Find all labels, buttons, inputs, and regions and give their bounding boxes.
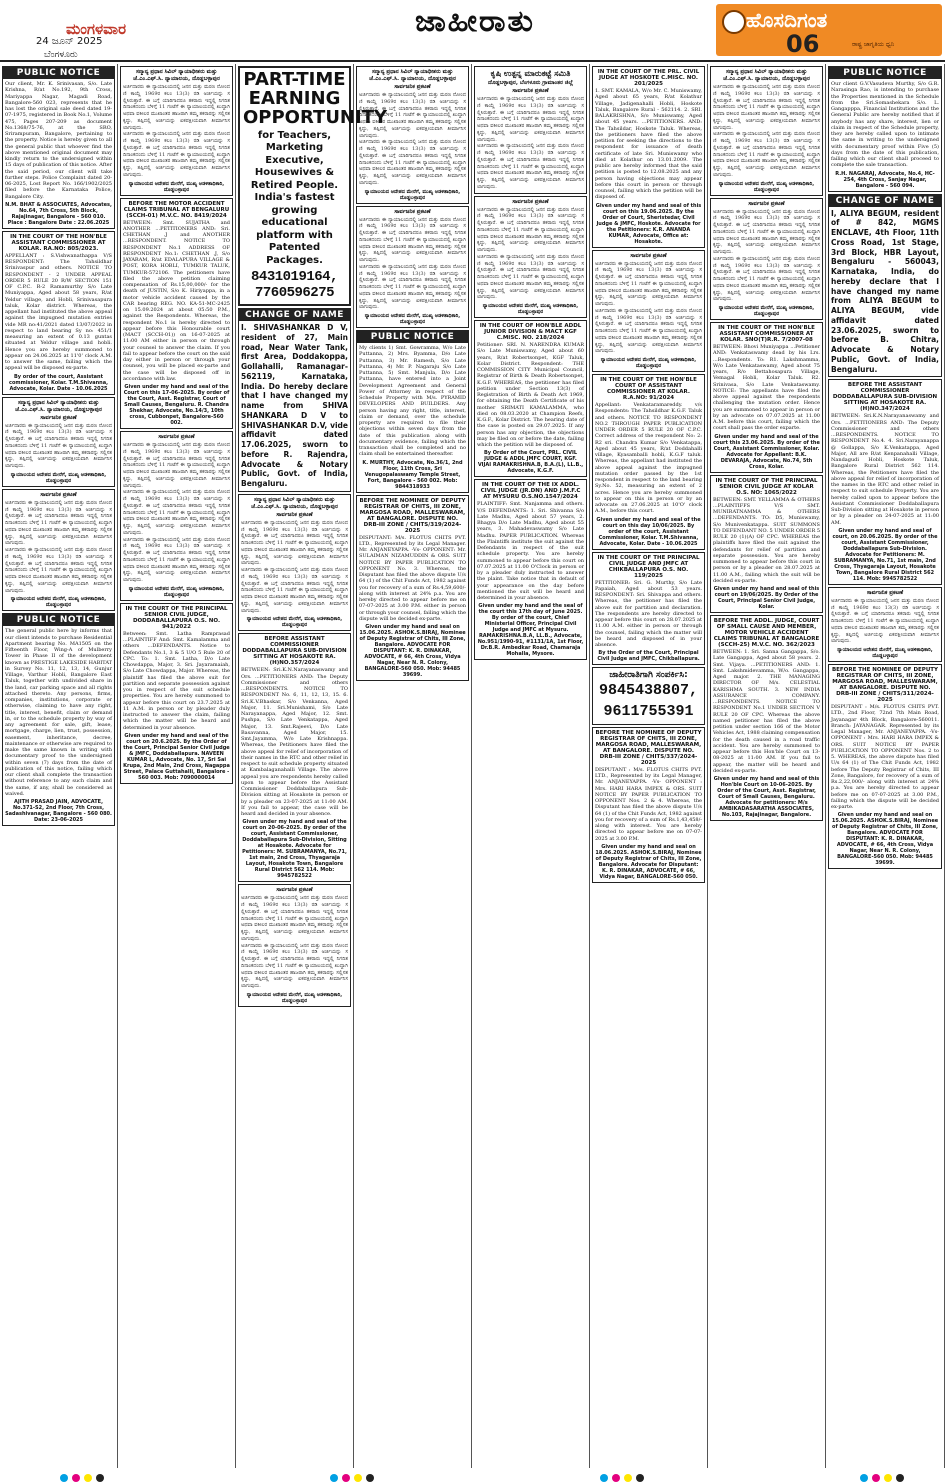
change-of-name-1: CHANGE OF NAME I. SHIVASHANKAR D V, resident of 27, Main road, Near Water Tank, first Area, Doddakoppa, Gollahalli, Ramanagar-562119, Karnataka, India. Do hereby declare that I have changed my name from SHIVA SHANKARA D V to SHIVASHANKAR D.V, vide affidavit dated 17.06.2025, sworn to before R. Rajendra, Advocate & Notary Public, Govt. of India, Bengaluru. — [238, 308, 351, 492]
weekday: ಮಂಗಳವಾರ — [66, 20, 127, 38]
notice-kannada-12: ಸಾರ್ವಜನಿಕ ಪ್ರಕಟಣೆ ಅರ್ಜಿದಾರರು ಈ ನ್ಯಾಯಾಲಯದಲ್ಲಿ ಜನನ ಮತ್ತು ಮರಣ ನೋಂದಣಿ ಕಾಯ್ದೆ 1969ರ ಕಲಂ 13(3) ರಡಿ ಅರ್ಜಿಯನ್ನು ಸಲ್ಲಿಸಿರುತ್ತಾರೆ. ಈ ಬಗ್ಗೆ ಯಾರಿಗಾದರೂ ತಕರಾರು ಇದ್ದಲ್ಲಿ ನಿಗದಿತ ದಿನಾಂಕದಂದು ಬೆಳಿಗ್ಗೆ 11 ಗಂಟೆಗೆ ಈ ನ್ಯಾಯಾಲಯದಲ್ಲಿ ಖುದ್ದಾಗಿ ಅಥವಾ ವಕೀಲರ ಮುಖಾಂತರ ಹಾಜರಾಗಿ ತಮ್ಮ ತಕರಾರನ್ನು ಸಲ್ಲಿಸತಕ್ಕದ್ದು, ತಪ್ಪಿದಲ್ಲಿ ಅರ್ಜಿಯನ್ನು ಏಕಪಕ್ಷೀಯವಾಗಿ ತೀರ್ಮಾನಿಸಲಾಗುವುದು. ಅರ್ಜಿದಾರರು ಈ ನ್ಯಾಯಾಲಯದಲ್ಲಿ ಜನನ ಮತ್ತು ಮರಣ ನೋಂದಣಿ ಕಾಯ್ದೆ 1969ರ ಕಲಂ 13(3) ರಡಿ ಅರ್ಜಿಯನ್ನು ಸಲ್ಲಿಸಿರುತ್ತಾರೆ. ಈ ಬಗ್ಗೆ ಯಾರಿಗಾದರೂ ತಕರಾರು ಇದ್ದಲ್ಲಿ ನಿಗದಿತ ದಿನಾಂಕದಂದು ಬೆಳಿಗ್ಗೆ 11 ಗಂಟೆಗೆ ಈ ನ್ಯಾಯಾಲಯದಲ್ಲಿ ಖುದ್ದಾಗಿ ಅಥವಾ ವಕೀಲರ ಮುಖಾಂತರ ಹಾಜರಾಗಿ ತಮ್ಮ ತಕರಾರನ್ನು ಸಲ್ಲಿಸತಕ್ಕದ್ದು, ತಪ್ಪಿದಲ್ಲಿ ಅರ್ಜಿಯನ್ನು ಏಕಪಕ್ಷೀಯವಾಗಿ ತೀರ್ಮಾನಿಸಲಾಗುವುದು. ನ್ಯಾಯಾಲಯದ ಆದೇಶದ ಮೇರೆಗೆ, ಮುಖ್ಯ ಆಡಳಿತಾಧಿಕಾರಿ, ದೊಡ್ಡಬಳ್ಳಾಪುರ — [710, 198, 823, 321]
notice-kannada-7: ಸನ್ಮಾನ್ಯ ಪ್ರಧಾನ ಸಿವಿಲ್ ನ್ಯಾಯಾಧೀಶರು ಮತ್ತು ಜೆ.ಎಂ.ಎಫ್.ಸಿ. ನ್ಯಾಯಾಲಯ, ದೊಡ್ಡಬಳ್ಳಾಪುರ ಸಾರ್ವಜನಿಕ ಪ್ರಕಟಣೆ ಅರ್ಜಿದಾರರು ಈ ನ್ಯಾಯಾಲಯದಲ್ಲಿ ಜನನ ಮತ್ತು ಮರಣ ನೋಂದಣಿ ಕಾಯ್ದೆ 1969ರ ಕಲಂ 13(3) ರಡಿ ಅರ್ಜಿಯನ್ನು ಸಲ್ಲಿಸಿರುತ್ತಾರೆ. ಈ ಬಗ್ಗೆ ಯಾರಿಗಾದರೂ ತಕರಾರು ಇದ್ದಲ್ಲಿ ನಿಗದಿತ ದಿನಾಂಕದಂದು ಬೆಳಿಗ್ಗೆ 11 ಗಂಟೆಗೆ ಈ ನ್ಯಾಯಾಲಯದಲ್ಲಿ ಖುದ್ದಾಗಿ ಅಥವಾ ವಕೀಲರ ಮುಖಾಂತರ ಹಾಜರಾಗಿ ತಮ್ಮ ತಕರಾರನ್ನು ಸಲ್ಲಿಸತಕ್ಕದ್ದು, ತಪ್ಪಿದಲ್ಲಿ ಅರ್ಜಿಯನ್ನು ಏಕಪಕ್ಷೀಯವಾಗಿ ತೀರ್ಮಾನಿಸಲಾಗುವುದು. ಅರ್ಜಿದಾರರು ಈ ನ್ಯಾಯಾಲಯದಲ್ಲಿ ಜನನ ಮತ್ತು ಮರಣ ನೋಂದಣಿ ಕಾಯ್ದೆ 1969ರ ಕಲಂ 13(3) ರಡಿ ಅರ್ಜಿಯನ್ನು ಸಲ್ಲಿಸಿರುತ್ತಾರೆ. ಈ ಬಗ್ಗೆ ಯಾರಿಗಾದರೂ ತಕರಾರು ಇದ್ದಲ್ಲಿ ನಿಗದಿತ ದಿನಾಂಕದಂದು ಬೆಳಿಗ್ಗೆ 11 ಗಂಟೆಗೆ ಈ ನ್ಯಾಯಾಲಯದಲ್ಲಿ ಖುದ್ದಾಗಿ ಅಥವಾ ವಕೀಲರ ಮುಖಾಂತರ ಹಾಜರಾಗಿ ತಮ್ಮ ತಕರಾರನ್ನು ಸಲ್ಲಿಸತಕ್ಕದ್ದು, ತಪ್ಪಿದಲ್ಲಿ ಅರ್ಜಿಯನ್ನು ಏಕಪಕ್ಷೀಯವಾಗಿ ತೀರ್ಮಾನಿಸಲಾಗುವುದು. ನ್ಯಾಯಾಲಯದ ಆದೇಶದ ಮೇರೆಗೆ, ಮುಖ್ಯ ಆಡಳಿತಾಧಿಕಾರಿ, ದೊಡ್ಡಬಳ್ಳಾಪುರ — [356, 66, 469, 204]
notice-kannada-1: ಸನ್ಮಾನ್ಯ ಪ್ರಧಾನ ಸಿವಿಲ್ ನ್ಯಾಯಾಧೀಶರು ಮತ್ತು ಜೆ.ಎಂ.ಎಫ್.ಸಿ. ನ್ಯಾಯಾಲಯ, ದೊಡ್ಡಬಳ್ಳಾಪುರ ಸಾರ್ವಜನಿಕ ಪ್ರಕಟಣೆ ಅರ್ಜಿದಾರರು ಈ ನ್ಯಾಯಾಲಯದಲ್ಲಿ ಜನನ ಮತ್ತು ಮರಣ ನೋಂದಣಿ ಕಾಯ್ದೆ 1969ರ ಕಲಂ 13(3) ರಡಿ ಅರ್ಜಿಯನ್ನು ಸಲ್ಲಿಸಿರುತ್ತಾರೆ. ಈ ಬಗ್ಗೆ ಯಾರಿಗಾದರೂ ತಕರಾರು ಇದ್ದಲ್ಲಿ ನಿಗದಿತ ದಿನಾಂಕದಂದು ಬೆಳಿಗ್ಗೆ 11 ಗಂಟೆಗೆ ಈ ನ್ಯಾಯಾಲಯದಲ್ಲಿ ಖುದ್ದಾಗಿ ಅಥವಾ ವಕೀಲರ ಮುಖಾಂತರ ಹಾಜರಾಗಿ ತಮ್ಮ ತಕರಾರನ್ನು ಸಲ್ಲಿಸತಕ್ಕದ್ದು, ತಪ್ಪಿದಲ್ಲಿ ಅರ್ಜಿಯನ್ನು ಏಕಪಕ್ಷೀಯವಾಗಿ ತೀರ್ಮಾನಿಸಲಾಗುವುದು. ನ್ಯಾಯಾಲಯದ ಆದೇಶದ ಮೇರೆಗೆ, ಮುಖ್ಯ ಆಡಳಿತಾಧಿಕಾರಿ, ದೊಡ್ಡಬಳ್ಳಾಪುರ — [2, 397, 115, 487]
black-dot — [366, 1474, 374, 1482]
masthead — [716, 4, 942, 56]
notice-kolar-civil: IN THE COURT OF THE PRINCIPAL SENIOR CIVIL JUDGE AT KOLAR O.S. NO: 1065/2022 BETWEEN: SMT. YELLAMMA & OTHERS ...PLAINTIFFS V/S SMT. MUNIRATNAMMA & OTHERS ...DEFENDANTS. TO: D5, Muniswamy, S/o Munivenkatappa. SUIT SUMMONS TO DEFENDANT NO. 5 UNDER ORDER 5 RULE 20 (1)(A) OF CPC. WHEREAS the plaintiffs have filed the suit against the defendants for relief of partition and separate possession. You are hereby summoned to appear before this court in person or by a pleader on 28.07.2025 at 11.00 A.M., failing which the suit will be decided ex-parte. Given under my hand and seal of this court on 19/06/2025. By Order of the Court, Principal Senior Civil Judge, Kolar. — [710, 475, 823, 614]
notice-chits-3: BEFORE THE NOMINEE OF DEPUTY REGISTRAR OF CHITS, III ZONE, MARGOSA ROAD, MALLESWARAM, AT BANGALORE. DISPUTE NO. DRB-III ZONE / CHITS/311/2024-2025 DISPUTANT : M/s. FLOTUS CHITS PVT. LTD., 2nd Floor, 72nd 7th Main Road, Jayanagar 4th Block, Bangalore-560011. Branch: JAYANAGAR. Represented by its Legal Manager, Mr. ANJANEYAPPA. -Vs- OPPONENT : Mrs. HARI HARA IMPEX & ORS. SUIT NOTICE BY PAPER PUBLICATION TO OPPONENT Nos. 2 to 5. WHEREAS, the above dispute has filed U/s 64 (1) of The Chit Funds Act, 1982 before The Deputy Registrar of Chits, III Zone, Bangalore, for recovery of a sum of Rs.2,22,000/- along with interest at 24% p.a. You are hereby directed to appear before me on 07-07-2025 at 3.00 P.M., failing which the dispute will be decided ex-parte. Given under my hand and seal on 15.06.2025. ASHOK.S.BIRAJ, Nominee of Deputy Registrar of Chits, III Zone, Bangalore. ADVOCATE FOR DISPUTANT: K. R. DINAKAR, ADVOCATE, # 66, 4th Cross, Vidya Nagar, Near N. R. Colony, BANGALORE-560 050. Mob: 94485 39699. — [828, 664, 942, 869]
notice-kolar-ac-2: IN THE COURT OF THE HON'BLE COURT OF ASSISTANT COMMISSIONER AT KOLAR. R.A.NO: 91/2024 Appellant: Venkataramareddy. v/s Respondents: The Tahsildhar K.G.F. Taluk and others. NOTICE TO RESPONDENT NO.2 THROUGH PAPER PUBLICATION UNDER ORDER 5 RULE 20 OF C.P.C. Correct address of the respondent No: 2: R2 sri. Chandra Kumar S/o Venkatappa, Aged about 45 years, R/at Doddahalli village, Kyasamballi hobli, K.G.F taluk. Whereas, the appellant had instituted the above appeal against the impugned mutation order passed by the 1st respondent in respect to the land bearing Sy.No. 52, measuring an extent of 2 acres. Hence you are hereby summoned to appear on this in person or by an advocate on 27.06.2025 at 10'O' clock A.M., before this court. Given under my hand and seal of the court on this day 10/06/2025. By order of the court, Assistant Commissioner, Kolar. T.M.Shivanna, Advocate, Kolar. Date - 10.06.2025 — [592, 374, 705, 550]
column-3 — [236, 64, 388, 1468]
notice-sdm-hosakote-2: BEFORE THE ASSISTANT COMMISSIONER DODDABALLAPURA SUB-DIVISION SITTING AT HOSAKOTE RA.(H)NO.347/2024 BETWEEN: Sri.K.N.Narayanaswamy and Ors. ...PETITIONERS AND: The Deputy Commissioner and others ...RESPONDENTS. NOTICE TO RESPONDENT No.4. 4. Sri.Narayanappa @ Gollappa, S/o K.Venkatappa, Aged Major, All are R/at Kenpanahalli Village, Nandagudi Hobli, Hoskote Taluk, Bangalore Rural District 562 114. Whereas, the Petitioners have filed the above appeal for relief of incorporation of the names in the RTC and other relief in respect to suit schedule Property. You are hereby called upon to appear before the Assistant Commissioner Doddaballapura Sub-Division sitting at Hosakote in person or by a pleader on 24-07-2025 at 11:00 AM. Given under my hand and seal of court, on 20.06.2025. By order of the court, Assistant Commissioner, Doddaballapura Sub-Division. Advocate for Petitioners: M. SUBRAMANYA, No.71, 1st main, 2nd Cross, Thyagaraja Layout, Hosakote Town, Bangalore Rural District 562 114. Mob: 9945782522 — [828, 379, 942, 585]
cyan-dot — [860, 1474, 868, 1482]
issue-date: 24 ಜೂನ್ 2025 — [36, 36, 103, 47]
cyan-dot — [330, 1474, 338, 1482]
notice-kannada-2: ಸಾರ್ವಜನಿಕ ಪ್ರಕಟಣೆ ಅರ್ಜಿದಾರರು ಈ ನ್ಯಾಯಾಲಯದಲ್ಲಿ ಜನನ ಮತ್ತು ಮರಣ ನೋಂದಣಿ ಕಾಯ್ದೆ 1969ರ ಕಲಂ 13(3) ರಡಿ ಅರ್ಜಿಯನ್ನು ಸಲ್ಲಿಸಿರುತ್ತಾರೆ. ಈ ಬಗ್ಗೆ ಯಾರಿಗಾದರೂ ತಕರಾರು ಇದ್ದಲ್ಲಿ ನಿಗದಿತ ದಿನಾಂಕದಂದು ಬೆಳಿಗ್ಗೆ 11 ಗಂಟೆಗೆ ಈ ನ್ಯಾಯಾಲಯದಲ್ಲಿ ಖುದ್ದಾಗಿ ಅಥವಾ ವಕೀಲರ ಮುಖಾಂತರ ಹಾಜರಾಗಿ ತಮ್ಮ ತಕರಾರನ್ನು ಸಲ್ಲಿಸತಕ್ಕದ್ದು, ತಪ್ಪಿದಲ್ಲಿ ಅರ್ಜಿಯನ್ನು ಏಕಪಕ್ಷೀಯವಾಗಿ ತೀರ್ಮಾನಿಸಲಾಗುವುದು. ಅರ್ಜಿದಾರರು ಈ ನ್ಯಾಯಾಲಯದಲ್ಲಿ ಜನನ ಮತ್ತು ಮರಣ ನೋಂದಣಿ ಕಾಯ್ದೆ 1969ರ ಕಲಂ 13(3) ರಡಿ ಅರ್ಜಿಯನ್ನು ಸಲ್ಲಿಸಿರುತ್ತಾರೆ. ಈ ಬಗ್ಗೆ ಯಾರಿಗಾದರೂ ತಕರಾರು ಇದ್ದಲ್ಲಿ ನಿಗದಿತ ದಿನಾಂಕದಂದು ಬೆಳಿಗ್ಗೆ 11 ಗಂಟೆಗೆ ಈ ನ್ಯಾಯಾಲಯದಲ್ಲಿ ಖುದ್ದಾಗಿ ಅಥವಾ ವಕೀಲರ ಮುಖಾಂತರ ಹಾಜರಾಗಿ ತಮ್ಮ ತಕರಾರನ್ನು ಸಲ್ಲಿಸತಕ್ಕದ್ದು, ತಪ್ಪಿದಲ್ಲಿ ಅರ್ಜಿಯನ್ನು ಏಕಪಕ್ಷೀಯವಾಗಿ ತೀರ್ಮಾನಿಸಲಾಗುವುದು. ನ್ಯಾಯಾಲಯದ ಆದೇಶದ ಮೇರೆಗೆ, ಮುಖ್ಯ ಆಡಳಿತಾಧಿಕಾರಿ, ದೊಡ್ಡಬಳ್ಳಾಪುರ — [2, 489, 115, 612]
black-dot — [636, 1474, 644, 1482]
notice-chits-2: BEFORE THE NOMINEE OF DEPUTY REGISTRAR OF CHITS, III ZONE, MARGOSA ROAD, MALLESWARAM, AT BANGALORE. DISPUTE NO. DRB-III ZONE / CHITS/337/2024-2025 DISPUTANT : M/s. FLOTUS CHITS PVT. LTD., Represented by its Legal Manager, Mr. ANJANEYAPPA. -Vs- OPPONENT : Mrs. HARI HARA IMPEX & ORS. SUIT NOTICE BY PAPER PUBLICATION TO OPPONENT Nos. 2 & 4. Whereas, the Disputant has filed the above dispute U/s 64 (1) of the Chit Funds Act, 1982 against you for recovery of a sum of Rs.1,43,458/- along with interest. You are hereby directed to appear before me on 07-07-2025 at 3.00 P.M. Given under my hand and seal on 18.06.2025. ASHOK.S.BIRAJ, Nominee of Deputy Registrar of Chits, III Zone, Bangalore. Advocate for Disputant: K. R. DINAKAR, ADVOCATE, # 66, Vidya Nagar, BANGALORE-560 050. — [592, 727, 705, 883]
advertise-contact: ಜಾಹೀರಾತಿಗಾಗಿ ಸಂಪರ್ಕಿಸಿ: 9845438807, 9611755391 — [592, 667, 705, 725]
part-time-ad: PART-TIME EARNING OPPORTUNITY for Teachers, Marketing Executive, Housewives & Retired People. India's fastest growing educational platform with Patented Packages. 8431019164, 7760596275 — [238, 66, 351, 306]
magenta-dot — [872, 1474, 880, 1482]
notice-kolar-ac: IN THE COURT OF THE HON'BLE ASSISTANT COMMISSIONER AT KOLAR. RA.NO: 805/2023. APPELLANT : S.Vishwanathappa V/S RESPONDENT: The Tahsildhar Srinivaspur and others. NOTICE TO RESPONDENT - 2 UNDER APPEAL ORDER 5 RULE 20 R/W SECTION 151 OF C.P.C. R-2 Ramamurthy S/o Late Muniyappa, Aged about 58 years, R/at Yeldur village, and Hobli, Srinivasapura taluk, Kolar district. Whereas, the appellant had instituted the above appeal against the impugned mutation entries vide MR no:41/2021 dated 13/07/2022 in respect to land bearing Sy no: 451/1 measuring an extent of 0.13 guntas situated at Yeldur village and hobli. Hence you are hereby summoned to appear on 24.06.2025 at 11'0' clock A.M. to answer the same, failing which the appeal will be disposed ex-parte. By order of the court, Assistant commissioner, Kolar. T.M.Shivanna, Advocate, Kolar. Date - 10.06.2025 — [2, 231, 115, 395]
black-dot — [96, 1474, 104, 1482]
magenta-dot — [72, 1474, 80, 1482]
notice-small-cause: IN THE COURT OF THE PRINCIPAL SENIOR CIVIL JUDGE, DODDABALLAPURA O.S. NO. 941/2022 Between: Smt. Latha Ramprasad ...PLAINTIFF And: Smt. Kamalamma and others ...DEFENDANTS. Notice to Defendants No.1, 3 & 5 U/O 5 Rule 20 of CPC. To: 1. Smt. Latha, D/o Late Chowdappa, Major, 3. Sri. Jayaramaiah, S/o Late Chowdappa, Major. Whereas, the plaintiff has filed the above suit for partition and separate possession against you in respect of the suit schedule properties. You are hereby summoned to appear before this court on 23.7.2025 at 11 A.M. in person or by pleader duly instructed to answer the claim, failing which the matter will be heard and determined in your absence. Given under my hand and seal of the court on 20.6.2025. By the Order of the Court, Principal Senior Civil Judge & JMFC, Doddaballapura. NAVEEN KUMAR L, Advocate, No. 17, Sri Sai Krupa, 2nd Main, 2nd Cross, Nagappa Street, Palace Guttahalli, Bangalore - 560 003. Mob: 7090000014 — [120, 603, 233, 784]
yellow-dot — [624, 1474, 632, 1482]
paper-name: ಹೊಸದಿಗಂತ — [746, 8, 828, 32]
lamp-logo-icon — [722, 10, 746, 34]
notice-kannada-3: ಸನ್ಮಾನ್ಯ ಪ್ರಧಾನ ಸಿವಿಲ್ ನ್ಯಾಯಾಧೀಶರು ಮತ್ತು ಜೆ.ಎಂ.ಎಫ್.ಸಿ. ನ್ಯಾಯಾಲಯ, ದೊಡ್ಡಬಳ್ಳಾಪುರ ಅರ್ಜಿದಾರರು ಈ ನ್ಯಾಯಾಲಯದಲ್ಲಿ ಜನನ ಮತ್ತು ಮರಣ ನೋಂದಣಿ ಕಾಯ್ದೆ 1969ರ ಕಲಂ 13(3) ರಡಿ ಅರ್ಜಿಯನ್ನು ಸಲ್ಲಿಸಿರುತ್ತಾರೆ. ಈ ಬಗ್ಗೆ ಯಾರಿಗಾದರೂ ತಕರಾರು ಇದ್ದಲ್ಲಿ ನಿಗದಿತ ದಿನಾಂಕದಂದು ಬೆಳಿಗ್ಗೆ 11 ಗಂಟೆಗೆ ಈ ನ್ಯಾಯಾಲಯದಲ್ಲಿ ಖುದ್ದಾಗಿ ಅಥವಾ ವಕೀಲರ ಮುಖಾಂತರ ಹಾಜರಾಗಿ ತಮ್ಮ ತಕರಾರನ್ನು ಸಲ್ಲಿಸತಕ್ಕದ್ದು, ತಪ್ಪಿದಲ್ಲಿ ಅರ್ಜಿಯನ್ನು ಏಕಪಕ್ಷೀಯವಾಗಿ ತೀರ್ಮಾನಿಸಲಾಗುವುದು. ಅರ್ಜಿದಾರರು ಈ ನ್ಯಾಯಾಲಯದಲ್ಲಿ ಜನನ ಮತ್ತು ಮರಣ ನೋಂದಣಿ ಕಾಯ್ದೆ 1969ರ ಕಲಂ 13(3) ರಡಿ ಅರ್ಜಿಯನ್ನು ಸಲ್ಲಿಸಿರುತ್ತಾರೆ. ಈ ಬಗ್ಗೆ ಯಾರಿಗಾದರೂ ತಕರಾರು ಇದ್ದಲ್ಲಿ ನಿಗದಿತ ದಿನಾಂಕದಂದು ಬೆಳಿಗ್ಗೆ 11 ಗಂಟೆಗೆ ಈ ನ್ಯಾಯಾಲಯದಲ್ಲಿ ಖುದ್ದಾಗಿ ಅಥವಾ ವಕೀಲರ ಮುಖಾಂತರ ಹಾಜರಾಗಿ ತಮ್ಮ ತಕರಾರನ್ನು ಸಲ್ಲಿಸತಕ್ಕದ್ದು, ತಪ್ಪಿದಲ್ಲಿ ಅರ್ಜಿಯನ್ನು ಏಕಪಕ್ಷೀಯವಾಗಿ ತೀರ್ಮಾನಿಸಲಾಗುವುದು. ನ್ಯಾಯಾಲಯದ ಆದೇಶದ ಮೇರೆಗೆ, ಮುಖ್ಯ ಆಡಳಿತಾಧಿಕಾರಿ, ದೊಡ್ಡಬಳ್ಳಾಪುರ — [120, 66, 233, 196]
column-5 — [472, 64, 590, 1468]
column-6 — [590, 64, 708, 1468]
print-registration-marks — [0, 1472, 945, 1484]
column-7 — [708, 64, 826, 1468]
page-header — [0, 0, 945, 62]
contact-phone-2: 9611755391 — [603, 702, 694, 720]
notice-kannada-8: ಸಾರ್ವಜನಿಕ ಪ್ರಕಟಣೆ ಅರ್ಜಿದಾರರು ಈ ನ್ಯಾಯಾಲಯದಲ್ಲಿ ಜನನ ಮತ್ತು ಮರಣ ನೋಂದಣಿ ಕಾಯ್ದೆ 1969ರ ಕಲಂ 13(3) ರಡಿ ಅರ್ಜಿಯನ್ನು ಸಲ್ಲಿಸಿರುತ್ತಾರೆ. ಈ ಬಗ್ಗೆ ಯಾರಿಗಾದರೂ ತಕರಾರು ಇದ್ದಲ್ಲಿ ನಿಗದಿತ ದಿನಾಂಕದಂದು ಬೆಳಿಗ್ಗೆ 11 ಗಂಟೆಗೆ ಈ ನ್ಯಾಯಾಲಯದಲ್ಲಿ ಖುದ್ದಾಗಿ ಅಥವಾ ವಕೀಲರ ಮುಖಾಂತರ ಹಾಜರಾಗಿ ತಮ್ಮ ತಕರಾರನ್ನು ಸಲ್ಲಿಸತಕ್ಕದ್ದು, ತಪ್ಪಿದಲ್ಲಿ ಅರ್ಜಿಯನ್ನು ಏಕಪಕ್ಷೀಯವಾಗಿ ತೀರ್ಮಾನಿಸಲಾಗುವುದು. ಅರ್ಜಿದಾರರು ಈ ನ್ಯಾಯಾಲಯದಲ್ಲಿ ಜನನ ಮತ್ತು ಮರಣ ನೋಂದಣಿ ಕಾಯ್ದೆ 1969ರ ಕಲಂ 13(3) ರಡಿ ಅರ್ಜಿಯನ್ನು ಸಲ್ಲಿಸಿರುತ್ತಾರೆ. ಈ ಬಗ್ಗೆ ಯಾರಿಗಾದರೂ ತಕರಾರು ಇದ್ದಲ್ಲಿ ನಿಗದಿತ ದಿನಾಂಕದಂದು ಬೆಳಿಗ್ಗೆ 11 ಗಂಟೆಗೆ ಈ ನ್ಯಾಯಾಲಯದಲ್ಲಿ ಖುದ್ದಾಗಿ ಅಥವಾ ವಕೀಲರ ಮುಖಾಂತರ ಹಾಜರಾಗಿ ತಮ್ಮ ತಕರಾರನ್ನು ಸಲ್ಲಿಸತಕ್ಕದ್ದು, ತಪ್ಪಿದಲ್ಲಿ ಅರ್ಜಿಯನ್ನು ಏಕಪಕ್ಷೀಯವಾಗಿ ತೀರ್ಮಾನಿಸಲಾಗುವುದು. ನ್ಯಾಯಾಲಯದ ಆದೇಶದ ಮೇರೆಗೆ, ಮುಖ್ಯ ಆಡಳಿತಾಧಿಕಾರಿ, ದೊಡ್ಡಬಳ್ಳಾಪುರ — [356, 206, 469, 329]
paper-tagline: ರಾಷ್ಟ್ರ ಜಾಗೃತಿಯ ಧ್ವನಿ — [852, 41, 895, 48]
notice-kannada-11: ಸನ್ಮಾನ್ಯ ಪ್ರಧಾನ ಸಿವಿಲ್ ನ್ಯಾಯಾಧೀಶರು ಮತ್ತು ಜೆ.ಎಂ.ಎಫ್.ಸಿ. ನ್ಯಾಯಾಲಯ, ದೊಡ್ಡಬಳ್ಳಾಪುರ ಅರ್ಜಿದಾರರು ಈ ನ್ಯಾಯಾಲಯದಲ್ಲಿ ಜನನ ಮತ್ತು ಮರಣ ನೋಂದಣಿ ಕಾಯ್ದೆ 1969ರ ಕಲಂ 13(3) ರಡಿ ಅರ್ಜಿಯನ್ನು ಸಲ್ಲಿಸಿರುತ್ತಾರೆ. ಈ ಬಗ್ಗೆ ಯಾರಿಗಾದರೂ ತಕರಾರು ಇದ್ದಲ್ಲಿ ನಿಗದಿತ ದಿನಾಂಕದಂದು ಬೆಳಿಗ್ಗೆ 11 ಗಂಟೆಗೆ ಈ ನ್ಯಾಯಾಲಯದಲ್ಲಿ ಖುದ್ದಾಗಿ ಅಥವಾ ವಕೀಲರ ಮುಖಾಂತರ ಹಾಜರಾಗಿ ತಮ್ಮ ತಕರಾರನ್ನು ಸಲ್ಲಿಸತಕ್ಕದ್ದು, ತಪ್ಪಿದಲ್ಲಿ ಅರ್ಜಿಯನ್ನು ಏಕಪಕ್ಷೀಯವಾಗಿ ತೀರ್ಮಾನಿಸಲಾಗುವುದು. ಅರ್ಜಿದಾರರು ಈ ನ್ಯಾಯಾಲಯದಲ್ಲಿ ಜನನ ಮತ್ತು ಮರಣ ನೋಂದಣಿ ಕಾಯ್ದೆ 1969ರ ಕಲಂ 13(3) ರಡಿ ಅರ್ಜಿಯನ್ನು ಸಲ್ಲಿಸಿರುತ್ತಾರೆ. ಈ ಬಗ್ಗೆ ಯಾರಿಗಾದರೂ ತಕರಾರು ಇದ್ದಲ್ಲಿ ನಿಗದಿತ ದಿನಾಂಕದಂದು ಬೆಳಿಗ್ಗೆ 11 ಗಂಟೆಗೆ ಈ ನ್ಯಾಯಾಲಯದಲ್ಲಿ ಖುದ್ದಾಗಿ ಅಥವಾ ವಕೀಲರ ಮುಖಾಂತರ ಹಾಜರಾಗಿ ತಮ್ಮ ತಕರಾರನ್ನು ಸಲ್ಲಿಸತಕ್ಕದ್ದು, ತಪ್ಪಿದಲ್ಲಿ ಅರ್ಜಿಯನ್ನು ಏಕಪಕ್ಷೀಯವಾಗಿ ತೀರ್ಮಾನಿಸಲಾಗುವುದು. ನ್ಯಾಯಾಲಯದ ಆದೇಶದ ಮೇರೆಗೆ, ಮುಖ್ಯ ಆಡಳಿತಾಧಿಕಾರಿ, ದೊಡ್ಡಬಳ್ಳಾಪುರ — [710, 66, 823, 196]
notice-hoskote-civil: IN THE COURT OF THE PRL. CIVIL JUDGE AT HOSKOTE C.MISC. NO. 201/2025 1. SMT. KAMALA, W/o Mr. C. Muniswamy, Aged about 65 years, R/at Kolathur Village, Jadigenahalli Hobli, Hoskote Taluk, Bangalore Rural - 562114. 2. SRI. BALAKRISHNA, S/o Muniswamy, Aged about 45 years. ...PETITIONERS. AND: The Tahsildar, Hoskote Taluk. Whereas, the petitioners have filed the above petition for seeking the directions to the respondent for issuance of death certificate of late Sri. Muniswamy who died at Kolathur on 13.01.2009. The public are hereby informed that the said petition is posted to 12.08.2025 and any person having objections may appear before this court in person or through counsel, failing which the petition will be disposed of. Given under my hand and seal of this court on this 19.06.2025. By the Order of Court, Sheristedar, Civil Judge & JMFC, Hoskote. Advocate for the Petitioners: K.R. ANANDA KUMAR, Advocate, Office at: Hosakote. — [592, 66, 705, 248]
black-dot — [896, 1474, 904, 1482]
cyan-dot — [60, 1474, 68, 1482]
yellow-dot — [84, 1474, 92, 1482]
magenta-dot — [342, 1474, 350, 1482]
notice-kannada-10: ಸಾರ್ವಜನಿಕ ಪ್ರಕಟಣೆ ಅರ್ಜಿದಾರರು ಈ ನ್ಯಾಯಾಲಯದಲ್ಲಿ ಜನನ ಮತ್ತು ಮರಣ ನೋಂದಣಿ ಕಾಯ್ದೆ 1969ರ ಕಲಂ 13(3) ರಡಿ ಅರ್ಜಿಯನ್ನು ಸಲ್ಲಿಸಿರುತ್ತಾರೆ. ಈ ಬಗ್ಗೆ ಯಾರಿಗಾದರೂ ತಕರಾರು ಇದ್ದಲ್ಲಿ ನಿಗದಿತ ದಿನಾಂಕದಂದು ಬೆಳಿಗ್ಗೆ 11 ಗಂಟೆಗೆ ಈ ನ್ಯಾಯಾಲಯದಲ್ಲಿ ಖುದ್ದಾಗಿ ಅಥವಾ ವಕೀಲರ ಮುಖಾಂತರ ಹಾಜರಾಗಿ ತಮ್ಮ ತಕರಾರನ್ನು ಸಲ್ಲಿಸತಕ್ಕದ್ದು, ತಪ್ಪಿದಲ್ಲಿ ಅರ್ಜಿಯನ್ನು ಏಕಪಕ್ಷೀಯವಾಗಿ ತೀರ್ಮಾನಿಸಲಾಗುವುದು. ಅರ್ಜಿದಾರರು ಈ ನ್ಯಾಯಾಲಯದಲ್ಲಿ ಜನನ ಮತ್ತು ಮರಣ ನೋಂದಣಿ ಕಾಯ್ದೆ 1969ರ ಕಲಂ 13(3) ರಡಿ ಅರ್ಜಿಯನ್ನು ಸಲ್ಲಿಸಿರುತ್ತಾರೆ. ಈ ಬಗ್ಗೆ ಯಾರಿಗಾದರೂ ತಕರಾರು ಇದ್ದಲ್ಲಿ ನಿಗದಿತ ದಿನಾಂಕದಂದು ಬೆಳಿಗ್ಗೆ 11 ಗಂಟೆಗೆ ಈ ನ್ಯಾಯಾಲಯದಲ್ಲಿ ಖುದ್ದಾಗಿ ಅಥವಾ ವಕೀಲರ ಮುಖಾಂತರ ಹಾಜರಾಗಿ ತಮ್ಮ ತಕರಾರನ್ನು ಸಲ್ಲಿಸತಕ್ಕದ್ದು, ತಪ್ಪಿದಲ್ಲಿ ಅರ್ಜಿಯನ್ನು ಏಕಪಕ್ಷೀಯವಾಗಿ ತೀರ್ಮಾನಿಸಲಾಗುವುದು. ನ್ಯಾಯಾಲಯದ ಆದೇಶದ ಮೇರೆಗೆ, ಮುಖ್ಯ ಆಡಳಿತಾಧಿಕಾರಿ, ದೊಡ್ಡಬಳ್ಳಾಪುರ — [592, 250, 705, 373]
notice-kannada-5: ಸನ್ಮಾನ್ಯ ಪ್ರಧಾನ ಸಿವಿಲ್ ನ್ಯಾಯಾಧೀಶರು ಮತ್ತು ಜೆ.ಎಂ.ಎಫ್.ಸಿ. ನ್ಯಾಯಾಲಯ, ದೊಡ್ಡಬಳ್ಳಾಪುರ ಸಾರ್ವಜನಿಕ ಪ್ರಕಟಣೆ ಅರ್ಜಿದಾರರು ಈ ನ್ಯಾಯಾಲಯದಲ್ಲಿ ಜನನ ಮತ್ತು ಮರಣ ನೋಂದಣಿ ಕಾಯ್ದೆ 1969ರ ಕಲಂ 13(3) ರಡಿ ಅರ್ಜಿಯನ್ನು ಸಲ್ಲಿಸಿರುತ್ತಾರೆ. ಈ ಬಗ್ಗೆ ಯಾರಿಗಾದರೂ ತಕರಾರು ಇದ್ದಲ್ಲಿ ನಿಗದಿತ ದಿನಾಂಕದಂದು ಬೆಳಿಗ್ಗೆ 11 ಗಂಟೆಗೆ ಈ ನ್ಯಾಯಾಲಯದಲ್ಲಿ ಖುದ್ದಾಗಿ ಅಥವಾ ವಕೀಲರ ಮುಖಾಂತರ ಹಾಜರಾಗಿ ತಮ್ಮ ತಕರಾರನ್ನು ಸಲ್ಲಿಸತಕ್ಕದ್ದು, ತಪ್ಪಿದಲ್ಲಿ ಅರ್ಜಿಯನ್ನು ಏಕಪಕ್ಷೀಯವಾಗಿ ತೀರ್ಮಾನಿಸಲಾಗುವುದು. ಅರ್ಜಿದಾರರು ಈ ನ್ಯಾಯಾಲಯದಲ್ಲಿ ಜನನ ಮತ್ತು ಮರಣ ನೋಂದಣಿ ಕಾಯ್ದೆ 1969ರ ಕಲಂ 13(3) ರಡಿ ಅರ್ಜಿಯನ್ನು ಸಲ್ಲಿಸಿರುತ್ತಾರೆ. ಈ ಬಗ್ಗೆ ಯಾರಿಗಾದರೂ ತಕರಾರು ಇದ್ದಲ್ಲಿ ನಿಗದಿತ ದಿನಾಂಕದಂದು ಬೆಳಿಗ್ಗೆ 11 ಗಂಟೆಗೆ ಈ ನ್ಯಾಯಾಲಯದಲ್ಲಿ ಖುದ್ದಾಗಿ ಅಥವಾ ವಕೀಲರ ಮುಖಾಂತರ ಹಾಜರಾಗಿ ತಮ್ಮ ತಕರಾರನ್ನು ಸಲ್ಲಿಸತಕ್ಕದ್ದು, ತಪ್ಪಿದಲ್ಲಿ ಅರ್ಜಿಯನ್ನು ಏಕಪಕ್ಷೀಯವಾಗಿ ತೀರ್ಮಾನಿಸಲಾಗುವುದು. ನ್ಯಾಯಾಲಯದ ಆದೇಶದ ಮೇರೆಗೆ, ಮುಖ್ಯ ಆಡಳಿತಾಧಿಕಾರಿ, ದೊಡ್ಡಬಳ್ಳಾಪುರ — [238, 494, 351, 632]
column-4 — [354, 64, 472, 1468]
column-1 — [0, 64, 118, 1468]
notice-mysuru: IN THE COURT OF THE IX ADDL. CIVIL JUDGE (JR.DN) AND J.M.F.C AT MYSURU O.S.NO.1547/2024 PLAINTIFF: Smt. Nanjamma and others. V/S DEFENDANTS: 1. Sri. Shivanna S/o Late Madhu, Aged about 57 years, 2. Bhagya D/o Late Madhu, Aged about 55 years, 3. Mahadevaswamy S/o Late Madhu. PAPER PUBLICATION. Whereas the Plaintiffs institute the suit against the Defendants in respect of the suit schedule property. You are hereby summoned to appear before this court on 07.07.2025 at 11.00 O'Clock in person or by a pleader duly instructed to answer the plaint. Take notice that in default of your appearance on the day before mentioned the suit will be heard and determined in your absence. Given under my hand and the seal of the court this 17th day of June 2025. By order of the court, Chief Ministerial Officer, Principal Civil Judge and JMFC at Mysuru. RAMAKRISHNA.B.A, LL.B., Advocate, No.951/1990-91, #1131/1A, 1st Floor, Dr.B.R. Ambedkar Road, Chamaraja Mohalla, Mysore. — [474, 479, 587, 660]
edition-city: ಬೆಂಗಳೂರು — [44, 50, 78, 60]
notice-apartment: PUBLIC NOTICE The general public here by informs that our client intends to purchase Residential Apartment bearing No. MA1505 on the Fifteenth Floor, Wing-A of Mulberry Tower in Phase II of the development known as PRESTIGE LAKESIDE HABITAT in Survey No. 11, 12, 13, 14, Gunjur Village, Varthur Hobli, Bangalore East Taluk, together with undivided share in the land, car parking space and all rights attached thereto. Any persons, firms, companies, institutions, corporate or otherwise, claiming to have any right, title, interest, benefit, claim or demand in, or to the schedule property by way of any agreement for sale, gift, lease, mortgage, charge, lien, trust, possession, easement, inheritance, decree, maintenance or otherwise are required to make the same known in writing with documentary proof to the undersigned within seven (7) days from the date of publication of this notice, failing which our client shall complete the transaction without reference to any such claim and the same, if any, shall be considered as waived. AJITH PRASAD JAIN, ADVOCATE, No.371-S2, 2nd Floor, 7th Cross, Sadashivanagar, Bangalore - 560 080. Date: 23-06-2025 — [2, 613, 115, 826]
notice-kannada-6: ಸಾರ್ವಜನಿಕ ಪ್ರಕಟಣೆ ಅರ್ಜಿದಾರರು ಈ ನ್ಯಾಯಾಲಯದಲ್ಲಿ ಜನನ ಮತ್ತು ಮರಣ ನೋಂದಣಿ ಕಾಯ್ದೆ 1969ರ ಕಲಂ 13(3) ರಡಿ ಅರ್ಜಿಯನ್ನು ಸಲ್ಲಿಸಿರುತ್ತಾರೆ. ಈ ಬಗ್ಗೆ ಯಾರಿಗಾದರೂ ತಕರಾರು ಇದ್ದಲ್ಲಿ ನಿಗದಿತ ದಿನಾಂಕದಂದು ಬೆಳಿಗ್ಗೆ 11 ಗಂಟೆಗೆ ಈ ನ್ಯಾಯಾಲಯದಲ್ಲಿ ಖುದ್ದಾಗಿ ಅಥವಾ ವಕೀಲರ ಮುಖಾಂತರ ಹಾಜರಾಗಿ ತಮ್ಮ ತಕರಾರನ್ನು ಸಲ್ಲಿಸತಕ್ಕದ್ದು, ತಪ್ಪಿದಲ್ಲಿ ಅರ್ಜಿಯನ್ನು ಏಕಪಕ್ಷೀಯವಾಗಿ ತೀರ್ಮಾನಿಸಲಾಗುವುದು. ಅರ್ಜಿದಾರರು ಈ ನ್ಯಾಯಾಲಯದಲ್ಲಿ ಜನನ ಮತ್ತು ಮರಣ ನೋಂದಣಿ ಕಾಯ್ದೆ 1969ರ ಕಲಂ 13(3) ರಡಿ ಅರ್ಜಿಯನ್ನು ಸಲ್ಲಿಸಿರುತ್ತಾರೆ. ಈ ಬಗ್ಗೆ ಯಾರಿಗಾದರೂ ತಕರಾರು ಇದ್ದಲ್ಲಿ ನಿಗದಿತ ದಿನಾಂಕದಂದು ಬೆಳಿಗ್ಗೆ 11 ಗಂಟೆಗೆ ಈ ನ್ಯಾಯಾಲಯದಲ್ಲಿ ಖುದ್ದಾಗಿ ಅಥವಾ ವಕೀಲರ ಮುಖಾಂತರ ಹಾಜರಾಗಿ ತಮ್ಮ ತಕರಾರನ್ನು ಸಲ್ಲಿಸತಕ್ಕದ್ದು, ತಪ್ಪಿದಲ್ಲಿ ಅರ್ಜಿಯನ್ನು ಏಕಪಕ್ಷೀಯವಾಗಿ ತೀರ್ಮಾನಿಸಲಾಗುವುದು. ನ್ಯಾಯಾಲಯದ ಆದೇಶದ ಮೇರೆಗೆ, ಮುಖ್ಯ ಆಡಳಿತಾಧಿಕಾರಿ, ದೊಡ್ಡಬಳ್ಳಾಪುರ — [238, 884, 351, 1007]
cyan-dot — [600, 1474, 608, 1482]
column-8 — [826, 64, 945, 1468]
notice-chikballapura: IN THE COURT OF THE PRINCIPAL CIVIL JUDGE AND JMFC AT CHIKBALLAPURA O.S. NO. 119/2025 PETITIONER: Sri. G. Murthy, S/o Late Papaiah, Aged about 53 years. RESPONDENT: Sri. Shivappa and others. Whereas, the petitioner has filed the above suit for partition and declaration. The respondents are hereby directed to appear before this court on 28.07.2025 at 11.00 A.M. either in person or through the counsel, failing which the matter will be heard and disposed of in your absence. By the Order of the Court, Principal Civil Judge and JMFC, Chikballapura. — [592, 552, 705, 666]
magenta-dot — [612, 1474, 620, 1482]
notice-kannada-13: ಸಾರ್ವಜನಿಕ ಪ್ರಕಟಣೆ ಅರ್ಜಿದಾರರು ಈ ನ್ಯಾಯಾಲಯದಲ್ಲಿ ಜನನ ಮತ್ತು ಮರಣ ನೋಂದಣಿ ಕಾಯ್ದೆ 1969ರ ಕಲಂ 13(3) ರಡಿ ಅರ್ಜಿಯನ್ನು ಸಲ್ಲಿಸಿರುತ್ತಾರೆ. ಈ ಬಗ್ಗೆ ಯಾರಿಗಾದರೂ ತಕರಾರು ಇದ್ದಲ್ಲಿ ನಿಗದಿತ ದಿನಾಂಕದಂದು ಬೆಳಿಗ್ಗೆ 11 ಗಂಟೆಗೆ ಈ ನ್ಯಾಯಾಲಯದಲ್ಲಿ ಖುದ್ದಾಗಿ ಅಥವಾ ವಕೀಲರ ಮುಖಾಂತರ ಹಾಜರಾಗಿ ತಮ್ಮ ತಕರಾರನ್ನು ಸಲ್ಲಿಸತಕ್ಕದ್ದು, ತಪ್ಪಿದಲ್ಲಿ ಅರ್ಜಿಯನ್ನು ಏಕಪಕ್ಷೀಯವಾಗಿ ತೀರ್ಮಾನಿಸಲಾಗುವುದು. ನ್ಯಾಯಾಲಯದ ಆದೇಶದ ಮೇರೆಗೆ, ಮುಖ್ಯ ಆಡಳಿತಾಧಿಕಾರಿ, ದೊಡ್ಡಬಳ್ಳಾಪುರ — [828, 587, 942, 662]
notice-client-jda: PUBLIC NOTICE My clients 1) Smt. Gowramma, W/o Late Puttanna, 2) Mrs. Byamma, D/o Late Puttanna, 3) Mr. Ramesh, S/o Late Puttanna, 4) Mr. P. Nagaraju S/o Late Puttanna, 5) Smt. Manjula, D/o Late Puttanna, have entered into a Joint Development Agreement and General Power of Attorney in respect of the Schedule Property with M/s. PYRAMID DEVELOPERS AND BUILDERS. Any person having any right, title, interest, claim or demand, over the schedule property are required to file their objections within seven days from the date of this publication along with documentary evidence, failing which the transaction shall be completed and no claim shall be entertained thereafter. K. MURTHY, Advocate, No.36/1, 2nd Floor, 11th Cross, Sri Venugopalaswamy Temple Street, Fort, Bangalore - 560 002. Mob: 9844318933 — [356, 330, 469, 493]
change-of-name-2: CHANGE OF NAME I, ALIYA BEGUM, resident of # 842, MGMS ENCLAVE, 4th Floor, 11th Cross Road, 1st Stage, 3rd Block, HBR Layout, Bengaluru - 560043, Karnataka, India, do hereby declare that I have changed my name from ALIYA BEGUM to ALIYA BEGUM, vide affidavit dated 23.06.2025, sworn to before B. Chitra, Advocate & Notary Public, Govt. of India, Bengaluru. — [828, 194, 942, 378]
notice-kannada-9: ಸಾರ್ವಜನಿಕ ಪ್ರಕಟಣೆ ಅರ್ಜಿದಾರರು ಈ ನ್ಯಾಯಾಲಯದಲ್ಲಿ ಜನನ ಮತ್ತು ಮರಣ ನೋಂದಣಿ ಕಾಯ್ದೆ 1969ರ ಕಲಂ 13(3) ರಡಿ ಅರ್ಜಿಯನ್ನು ಸಲ್ಲಿಸಿರುತ್ತಾರೆ. ಈ ಬಗ್ಗೆ ಯಾರಿಗಾದರೂ ತಕರಾರು ಇದ್ದಲ್ಲಿ ನಿಗದಿತ ದಿನಾಂಕದಂದು ಬೆಳಿಗ್ಗೆ 11 ಗಂಟೆಗೆ ಈ ನ್ಯಾಯಾಲಯದಲ್ಲಿ ಖುದ್ದಾಗಿ ಅಥವಾ ವಕೀಲರ ಮುಖಾಂತರ ಹಾಜರಾಗಿ ತಮ್ಮ ತಕರಾರನ್ನು ಸಲ್ಲಿಸತಕ್ಕದ್ದು, ತಪ್ಪಿದಲ್ಲಿ ಅರ್ಜಿಯನ್ನು ಏಕಪಕ್ಷೀಯವಾಗಿ ತೀರ್ಮಾನಿಸಲಾಗುವುದು. ಅರ್ಜಿದಾರರು ಈ ನ್ಯಾಯಾಲಯದಲ್ಲಿ ಜನನ ಮತ್ತು ಮರಣ ನೋಂದಣಿ ಕಾಯ್ದೆ 1969ರ ಕಲಂ 13(3) ರಡಿ ಅರ್ಜಿಯನ್ನು ಸಲ್ಲಿಸಿರುತ್ತಾರೆ. ಈ ಬಗ್ಗೆ ಯಾರಿಗಾದರೂ ತಕರಾರು ಇದ್ದಲ್ಲಿ ನಿಗದಿತ ದಿನಾಂಕದಂದು ಬೆಳಿಗ್ಗೆ 11 ಗಂಟೆಗೆ ಈ ನ್ಯಾಯಾಲಯದಲ್ಲಿ ಖುದ್ದಾಗಿ ಅಥವಾ ವಕೀಲರ ಮುಖಾಂತರ ಹಾಜರಾಗಿ ತಮ್ಮ ತಕರಾರನ್ನು ಸಲ್ಲಿಸತಕ್ಕದ್ದು, ತಪ್ಪಿದಲ್ಲಿ ಅರ್ಜಿಯನ್ನು ಏಕಪಕ್ಷೀಯವಾಗಿ ತೀರ್ಮಾನಿಸಲಾಗುವುದು. ನ್ಯಾಯಾಲಯದ ಆದೇಶದ ಮೇರೆಗೆ, ಮುಖ್ಯ ಆಡಳಿತಾಧಿಕಾರಿ, ದೊಡ್ಡಬಳ್ಳಾಪುರ — [474, 196, 587, 319]
notice-sdm-hosakote: BEFORE ASSISTANT COMMISSIONER DODDABALLAPURA SUB-DIVISION SITTING AT HOSAKOTE RA.(H)NO.357/2024 BETWEEN: Sri.K.N.Narayanaswamy and Ors. ...PETITIONERS AND: The Deputy Commissioner and others ...RESPONDENTS. NOTICE TO RESPONDENT No. 6, 11, 12, 13, 15. 6. Sri.K.V.Bhaskar, S/o Venkanna, Aged Major, 11. Sri.Munishami, S/o Late Narayanappa, Aged Major, 12. Smt. Pushpa, S/o Late Venkatappa, Aged Major, 13. Smt.Rajeevi, D/o Late Basavanna, Aged Major, 15. Smt.Jayamma, W/o Late Krishnappa. Whereas, the Petitioners have filed the above appeal for relief of incorporation of their names in the RTC and other relief in respect to suit schedule property situated at Kambalaganahalli Village. The above appeal you are respondents hereby called upon to appear before the Assistant Commissioner Doddaballapura Sub-Division sitting at Hosakote in person or by a pleader on 23-07-2025 at 11:00 AM. If you fail to appear, the case will be heard and decided in your absence. Given under my hand and seal of the court on 20-06-2025. By order of the court, Assistant Commissioner, Doddaballapura Sub-Division, Sitting at Hosakote. Advocate for Petitioners: M. SUBRAMANYA, No.71, 1st main, 2nd Cross, Thyagaraja Layout, Hosakote Town, Bangalore Rural District 562 114. Mob: 9945782522 — [238, 633, 351, 882]
notice-kgf: IN THE COURT OF HON'BLE ADDL JUNIOR DIVISION & MACT KGF C.MISC. NO. 218/2024 Petitioner: SRI. N. NARENDRA KUMAR S/o Late Muniswamy, Aged about 60 years, R/at Robertsonpet, KGF Taluk, Kolar District. Respondent: THE COMMISSION CITY Municipal Council, Registrar of Birth & Death Robertsonpet, K.G.F. WHEREAS, the petitioner has filed petition under Section 13(3) of Registration of Birth & Death Act 1969, for obtaining the Death Certificate of his mother SRIMATI KAMALAMMA, who died on 08.03.2020 at Champion Reefs, K.G.F., Kolar District. The hearing date of the case is posted on 29.07.2025. If any person has any objection, the objections may be filed on or before the date, failing which the petition will be disposed of. By Order of the Court, PRL. CIVIL JUDGE & ADDL JMFC COURT, KGF. VIJAI RAMAKRISHNA.B, B.A.(L), LL.B., Advocate, K.G.F. — [474, 320, 587, 477]
notice-kolar-ac-3: IN THE COURT OF THE HON'BLE ASSISTANT COMMISSIONER AT KOLAR. SNO(T)R.R. 7/2007-08 BETWEEN: Bhovi Muniyappa ...Petitioner AND: Venkataswamy dead by his Lrs. ...Respondents. To: R1. Lakshmamma, W/o Late Venkataswamy, Aged about 75 years, R/o Bettahosapura Village, Vemagal Hobli, Kolar Taluk. R2. Srinivasa, S/o Late Venkataswamy. NOTICE: The appellants have filed the above appeal against the respondents challenging the mutation order. Hence you are summoned to appear in person or by an advocate on 07.07.2025 at 11.00 A.M. before this court, failing which the court shall pass the order exparte. Given under my hand and seal of the court this 23.06.2025. By order of the Court, Assistant Commissioner, Kolar. Advocate for Appellant: B.K. DEVARAJA, Advocate, No.74, 5th Cross, Kolar. — [710, 322, 823, 473]
notice-lost-deed: PUBLIC NOTICE Our client, Mr. K. Srinivasan, S/o. Late Krishna, R/at No.192, 9th Cross, Mariyappa Nagar, Magadi Road, Bangalore-560 023, represents that he has lost the original sale deed dated 19-07-1975, registered in Book No.1, Volume 475, Pages 207-209 as document No.1368/75-76, at the SRO, Srirampuram, Bangalore, pertaining to the property. Notice is hereby given to all the general public that whoever find the above mentioned original document may kindly return to the undersigned within 15 days of publication of this notice. After the said period, our client will take further steps. Police Complaint dated 20-06-2025, Lost Report No. 166/1902/2025 filed before the Karnataka Police, Bangalore City. N.M. BHAT & ASSOCIATES, Advocates, No.64, 7th Cross, 5th Block, Rajajinagar, Bangalore - 560 010. Place : Bangalore Date : 22.06.2025 — [2, 66, 115, 229]
yellow-dot — [354, 1474, 362, 1482]
page-number: 06 — [786, 30, 820, 58]
notice-agri-market: ಕೃಷಿ ಉತ್ಪನ್ನ ಮಾರುಕಟ್ಟೆ ಸಮಿತಿ ದೊಡ್ಡಬಳ್ಳಾಪುರ, ಬೆಂಗಳೂರು ಗ್ರಾಮಾಂತರ ಜಿಲ್ಲೆ ಸಾರ್ವಜನಿಕ ಪ್ರಕಟಣೆ ಅರ್ಜಿದಾರರು ಈ ನ್ಯಾಯಾಲಯದಲ್ಲಿ ಜನನ ಮತ್ತು ಮರಣ ನೋಂದಣಿ ಕಾಯ್ದೆ 1969ರ ಕಲಂ 13(3) ರಡಿ ಅರ್ಜಿಯನ್ನು ಸಲ್ಲಿಸಿರುತ್ತಾರೆ. ಈ ಬಗ್ಗೆ ಯಾರಿಗಾದರೂ ತಕರಾರು ಇದ್ದಲ್ಲಿ ನಿಗದಿತ ದಿನಾಂಕದಂದು ಬೆಳಿಗ್ಗೆ 11 ಗಂಟೆಗೆ ಈ ನ್ಯಾಯಾಲಯದಲ್ಲಿ ಖುದ್ದಾಗಿ ಅಥವಾ ವಕೀಲರ ಮುಖಾಂತರ ಹಾಜರಾಗಿ ತಮ್ಮ ತಕರಾರನ್ನು ಸಲ್ಲಿಸತಕ್ಕದ್ದು, ತಪ್ಪಿದಲ್ಲಿ ಅರ್ಜಿಯನ್ನು ಏಕಪಕ್ಷೀಯವಾಗಿ ತೀರ್ಮಾನಿಸಲಾಗುವುದು. ಅರ್ಜಿದಾರರು ಈ ನ್ಯಾಯಾಲಯದಲ್ಲಿ ಜನನ ಮತ್ತು ಮರಣ ನೋಂದಣಿ ಕಾಯ್ದೆ 1969ರ ಕಲಂ 13(3) ರಡಿ ಅರ್ಜಿಯನ್ನು ಸಲ್ಲಿಸಿರುತ್ತಾರೆ. ಈ ಬಗ್ಗೆ ಯಾರಿಗಾದರೂ ತಕರಾರು ಇದ್ದಲ್ಲಿ ನಿಗದಿತ ದಿನಾಂಕದಂದು ಬೆಳಿಗ್ಗೆ 11 ಗಂಟೆಗೆ ಈ ನ್ಯಾಯಾಲಯದಲ್ಲಿ ಖುದ್ದಾಗಿ ಅಥವಾ ವಕೀಲರ ಮುಖಾಂತರ ಹಾಜರಾಗಿ ತಮ್ಮ ತಕರಾರನ್ನು ಸಲ್ಲಿಸತಕ್ಕದ್ದು, ತಪ್ಪಿದಲ್ಲಿ ಅರ್ಜಿಯನ್ನು ಏಕಪಕ್ಷೀಯವಾಗಿ ತೀರ್ಮಾನಿಸಲಾಗುವುದು. — [474, 66, 587, 194]
notice-kannada-4: ಸಾರ್ವಜನಿಕ ಪ್ರಕಟಣೆ ಅರ್ಜಿದಾರರು ಈ ನ್ಯಾಯಾಲಯದಲ್ಲಿ ಜನನ ಮತ್ತು ಮರಣ ನೋಂದಣಿ ಕಾಯ್ದೆ 1969ರ ಕಲಂ 13(3) ರಡಿ ಅರ್ಜಿಯನ್ನು ಸಲ್ಲಿಸಿರುತ್ತಾರೆ. ಈ ಬಗ್ಗೆ ಯಾರಿಗಾದರೂ ತಕರಾರು ಇದ್ದಲ್ಲಿ ನಿಗದಿತ ದಿನಾಂಕದಂದು ಬೆಳಿಗ್ಗೆ 11 ಗಂಟೆಗೆ ಈ ನ್ಯಾಯಾಲಯದಲ್ಲಿ ಖುದ್ದಾಗಿ ಅಥವಾ ವಕೀಲರ ಮುಖಾಂತರ ಹಾಜರಾಗಿ ತಮ್ಮ ತಕರಾರನ್ನು ಸಲ್ಲಿಸತಕ್ಕದ್ದು, ತಪ್ಪಿದಲ್ಲಿ ಅರ್ಜಿಯನ್ನು ಏಕಪಕ್ಷೀಯವಾಗಿ ತೀರ್ಮಾನಿಸಲಾಗುವುದು. ಅರ್ಜಿದಾರರು ಈ ನ್ಯಾಯಾಲಯದಲ್ಲಿ ಜನನ ಮತ್ತು ಮರಣ ನೋಂದಣಿ ಕಾಯ್ದೆ 1969ರ ಕಲಂ 13(3) ರಡಿ ಅರ್ಜಿಯನ್ನು ಸಲ್ಲಿಸಿರುತ್ತಾರೆ. ಈ ಬಗ್ಗೆ ಯಾರಿಗಾದರೂ ತಕರಾರು ಇದ್ದಲ್ಲಿ ನಿಗದಿತ ದಿನಾಂಕದಂದು ಬೆಳಿಗ್ಗೆ 11 ಗಂಟೆಗೆ ಈ ನ್ಯಾಯಾಲಯದಲ್ಲಿ ಖುದ್ದಾಗಿ ಅಥವಾ ವಕೀಲರ ಮುಖಾಂತರ ಹಾಜರಾಗಿ ತಮ್ಮ ತಕರಾರನ್ನು ಸಲ್ಲಿಸತಕ್ಕದ್ದು, ತಪ್ಪಿದಲ್ಲಿ ಅರ್ಜಿಯನ್ನು ಏಕಪಕ್ಷೀಯವಾಗಿ ತೀರ್ಮಾನಿಸಲಾಗುವುದು. ಅರ್ಜಿದಾರರು ಈ ನ್ಯಾಯಾಲಯದಲ್ಲಿ ಜನನ ಮತ್ತು ಮರಣ ನೋಂದಣಿ ಕಾಯ್ದೆ 1969ರ ಕಲಂ 13(3) ರಡಿ ಅರ್ಜಿಯನ್ನು ಸಲ್ಲಿಸಿರುತ್ತಾರೆ. ಈ ಬಗ್ಗೆ ಯಾರಿಗಾದರೂ ತಕರಾರು ಇದ್ದಲ್ಲಿ ನಿಗದಿತ ದಿನಾಂಕದಂದು ಬೆಳಿಗ್ಗೆ 11 ಗಂಟೆಗೆ ಈ ನ್ಯಾಯಾಲಯದಲ್ಲಿ ಖುದ್ದಾಗಿ ಅಥವಾ ವಕೀಲರ ಮುಖಾಂತರ ಹಾಜರಾಗಿ ತಮ್ಮ ತಕರಾರನ್ನು ಸಲ್ಲಿಸತಕ್ಕದ್ದು, ತಪ್ಪಿದಲ್ಲಿ ಅರ್ಜಿಯನ್ನು ಏಕಪಕ್ಷೀಯವಾಗಿ ತೀರ್ಮಾನಿಸಲಾಗುವುದು. ನ್ಯಾಯಾಲಯದ ಆದೇಶದ ಮೇರೆಗೆ, ಮುಖ್ಯ ಆಡಳಿತಾಧಿಕಾರಿ, ದೊಡ್ಡಬಳ್ಳಾಪುರ — [120, 431, 233, 601]
section-title: ಜಾಹೀರಾತು — [415, 4, 535, 39]
notice-chits-1: BEFORE THE NOMINEE OF DEPUTY REGISTRAR OF CHITS, III ZONE, MARGOSA ROAD, MALLESWARAM, AT BANGALORE. DISPUTE NO. DRB-III ZONE / CHITS/319/2024-2025 DISPUTANT: M/s. FLOTUS CHITS PVT. LTD., Represented by its Legal Manager. Mr. ANJANEYAPPA. -Vs- OPPONENT: Mr. SULAIMAN NIZAMUDDIN & ORS. SUIT NOTICE BY PAPER PUBLICATION TO OPPONENT No. 3. Whereas, the Disputant has filed the above dispute U/s 64 (1) of the Chit Funds Act, 1982 against you for recovery of a sum of Rs.4,59,600/- along with interest at 24% p.a. You are hereby directed to appear before me on 07-07-2025 at 3.00 P.M. either in person or through your counsel, failing which the dispute will be decided ex-parte. Given under my hand and seal on 15.06.2025. ASHOK.S.BIRAJ, Nominee of Deputy Registrar of Chits, III Zone, Bangalore. ADVOCATE FOR DISPUTANT: K. R. DINAKAR, ADVOCATE, # 66, 4th Cross, Vidya Nagar, Near N. R. Colony, BANGALORE-560 050. Mob: 94485 39699. — [356, 495, 469, 682]
notice-purchase: PUBLIC NOTICE Our client G.V.Vasudeva Murthy, S/o G.R. Narasinga Rao, is intending to purchase the Properties mentioned in the Schedule from the Sri.Somashekara S/o. L. Gangapppa, Financial Institutions and the General Public are hereby notified that if anybody has any share, interest, lien or claim in respect of the Schedule property, they are hereby called upon to intimate the same in writing to the undersigned with documentary proof within Five (5) days from the date of this publication, failing which our client shall proceed to complete the sale transaction. R.H. NAGARAJ, Advocate, No.4, HC-254, 4th Cross, Sanjay Nagar, Bangalore - 560 094. — [828, 66, 942, 192]
notice-mvc: BEFORE THE ADDL. JUDGE, COURT OF SMALL CAUSE AND MEMBER, MOTOR VEHICLE ACCIDENT CLAIMS TRIBUNAL AT BANGALORE (SCCH-25) M.V.C. NO. 362/2023 BETWEEN: 1. Sri. Sanna Gangappa, S/o. Late Gangappa, Aged about 58 years. 2. Smt. Vijaya. ...PETITIONERS AND: 1. Smt. Lakshmidevamma, W/o. Gangappa, Aged major. 2. THE MANAGING DIRECTOR OF M/s. CELESTIAL KARISHMA SOUTH. 3. NEW INDIA ASSURANCE COMPANY. ...RESPONDENTS. NOTICE TO RESPONDENT No.1 UNDER SECTION V RULE 20 OF CPC. Whereas the above named petitioner has filed the above petition under section 166 of the Motor Vehicles Act, 1988 claiming compensation for the death caused in a road traffic accident. You are hereby summoned to appear before this Hon'ble Court on 13-08-2025 at 11:00 AM. If you fail to appear, the matter will be heard and decided ex-parte. Given under my hand and seal of this Hon'ble Court on 10-06-2025. By Order of the Court, Asst. Registrar, Court of Small Causes, Bengaluru. Advocate for petitioners: M/s AMBIKADASARATHA ASSOCIATES, No.103, Rajajinagar, Bangalore. — [710, 615, 823, 821]
contact-phone-1: 9845438807, — [598, 682, 699, 700]
notice-mact: BEFORE THE MOTOR ACCIDENT CLAIMS TRIBUNAL AT BENGALURU (SCCH-01) M.V.C. NO. 8419/2024 BETWEEN: Smt. SUJATHA and ANOTHER ...PETITIONERS AND: Sri. CHETHAN .J and ANOTHER ...RESPONDENT. NOTICE TO RESPONDENT No.1 ADDRESS OF RESPONDENT No.1: CHETHAN .J, S/o JAYARAM, R/at EDALAPURA VILLAGE & POST, KORA HOBLI, TUMKUR TALUK, TUMKUR-572106. The petitioners have filed the above petition claiming compensation of Rs.15,00,000/- for the death of JUSTIN, S/o K. Hiriyappa, in a motor vehicle accident caused by the CAR bearing REG. NO. KA-51-MC-2425 on 15.09.2024 at about 05:50 P.M., against the Respondents. Whereas, the respondent No.1 is hereby directed to appear before this Honourable court (MACT (SCCH-01)) on 16-07-2025 at 11:00 AM either in person or through your counsel to answer the claim. If you fail to appear before the court on the said day either in person or through your counsel, you will be placed ex-parte and the case will be disposed off in accordance with law. Given under my hand and seal of the Court on this 17-06-2025. By order of the Court, Asst. Registrar, Court of Small Causes, Bengaluru. R. Chandra Shekhar, Advocate, No.14/3, 10th cross, Cubbonpet, Bangalore-560 002. — [120, 198, 233, 430]
yellow-dot — [884, 1474, 892, 1482]
column-2 — [118, 64, 236, 1468]
